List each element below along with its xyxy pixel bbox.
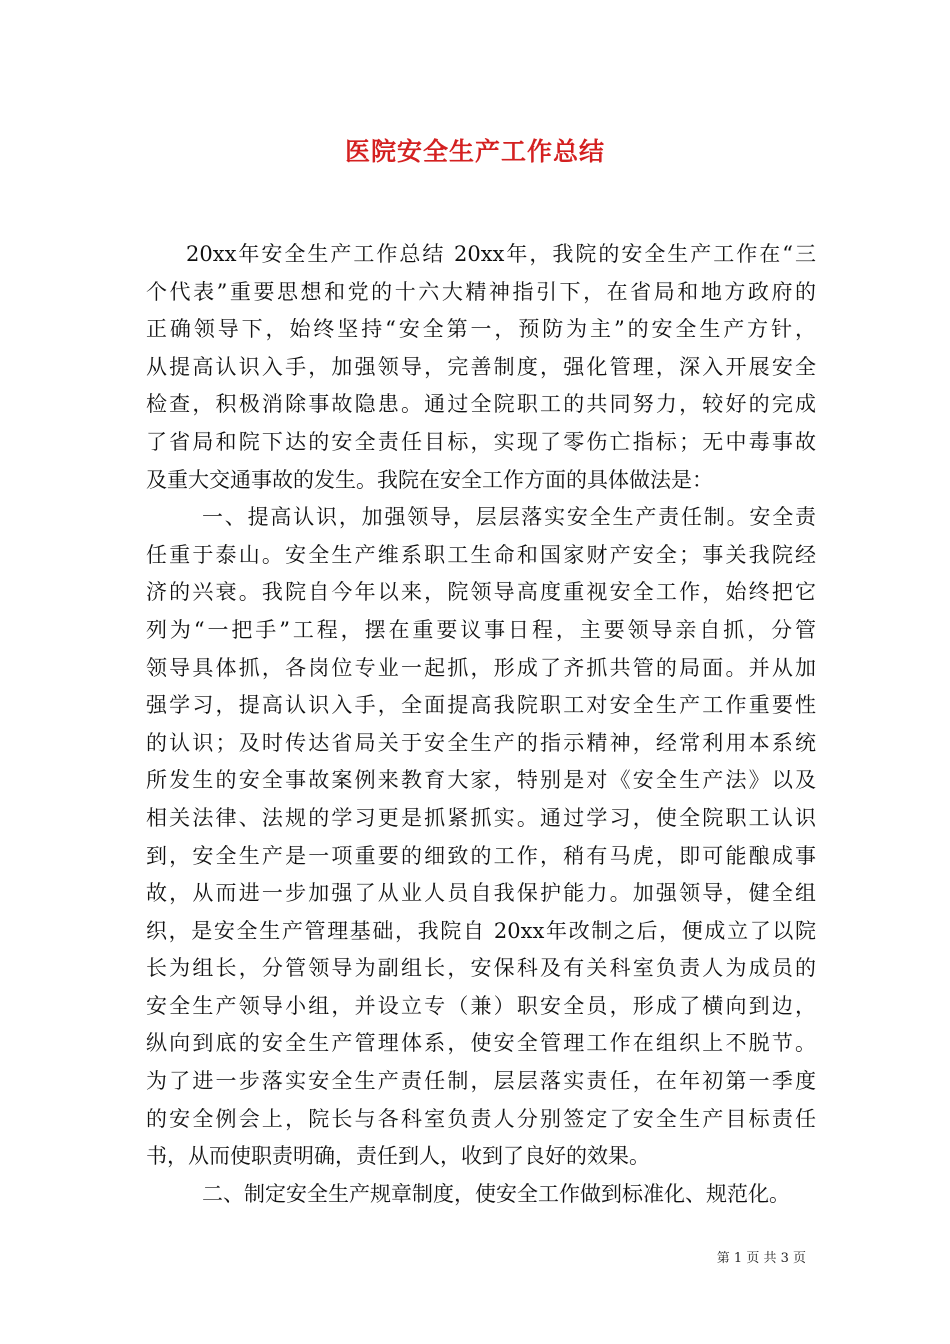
text-line: 列为“一把手”工程，摆在重要议事日程，主要领导亲自抓，分管 — [146, 617, 816, 642]
section-heading-line: 二、制定安全生产规章制度，使安全工作做到标准化、规范化。 — [202, 1181, 790, 1206]
text-line: 安全生产领导小组，并设立专（兼）职安全员，形成了横向到边， — [146, 993, 816, 1018]
text-line: 正确领导下，始终坚持“安全第一，预防为主”的安全生产方针， — [146, 317, 816, 342]
page-indicator: 第 1 页 共 3 页 — [716, 1251, 806, 1266]
text-line: 检查，积极消除事故隐患。通过全院职工的共同努力，较好的完成 — [146, 392, 816, 417]
text-line: 所发生的安全事故案例来教育大家，特别是对《安全生产法》以及 — [146, 768, 816, 793]
text-line: 济的兴衰。我院自今年以来，院领导高度重视安全工作，始终把它 — [146, 580, 816, 605]
text-line: 个代表”重要思想和党的十六大精神指引下，在省局和地方政府的 — [146, 279, 816, 304]
text-line: 长为组长，分管领导为副组长，安保科及有关科室负责人为成员的 — [146, 956, 816, 981]
section-heading-line: 一、提高认识，加强领导，层层落实安全生产责任制。安全责 — [202, 505, 816, 530]
text-line: 为了进一步落实安全生产责任制，层层落实责任，在年初第一季度 — [146, 1069, 816, 1094]
text-line: 的安全例会上，院长与各科室负责人分别签定了安全生产目标责任 — [146, 1106, 816, 1131]
text-line: 了省局和院下达的安全责任目标，实现了零伤亡指标；无中毒事故 — [146, 429, 816, 454]
text-line: 从提高认识入手，加强领导，完善制度，强化管理，深入开展安全 — [146, 354, 816, 379]
text-line: 的认识；及时传达省局关于安全生产的指示精神，经常利用本系统 — [146, 730, 816, 755]
text-line: 相关法律、法规的学习更是抓紧抓实。通过学习，使全院职工认识 — [146, 805, 816, 830]
text-line: 领导具体抓，各岗位专业一起抓，形成了齐抓共管的局面。并从加 — [146, 655, 816, 680]
page-title: 医院安全生产工作总结 — [344, 137, 605, 166]
text-line: 及重大交通事故的发生。我院在安全工作方面的具体做法是： — [146, 467, 713, 492]
document-body — [146, 236, 816, 1213]
text-line: 任重于泰山。安全生产维系职工生命和国家财产安全；事关我院经 — [146, 542, 816, 567]
text-line: 故，从而进一步加强了从业人员自我保护能力。加强领导，健全组 — [146, 881, 816, 906]
text-line: 织，是安全生产管理基础，我院自 20xx年改制之后，便成立了以院 — [146, 918, 816, 943]
text-line: 强学习，提高认识入手，全面提高我院职工对安全生产工作重要性 — [146, 693, 816, 718]
text-line: 纵向到底的安全生产管理体系，使安全管理工作在组织上不脱节。 — [146, 1031, 816, 1056]
text-line: 书，从而使职责明确，责任到人，收到了良好的效果。 — [146, 1144, 650, 1169]
text-line: 20xx年安全生产工作总结 20xx年，我院的安全生产工作在“三 — [186, 242, 816, 266]
text-line: 到，安全生产是一项重要的细致的工作，稍有马虎，即可能酿成事 — [146, 843, 816, 868]
